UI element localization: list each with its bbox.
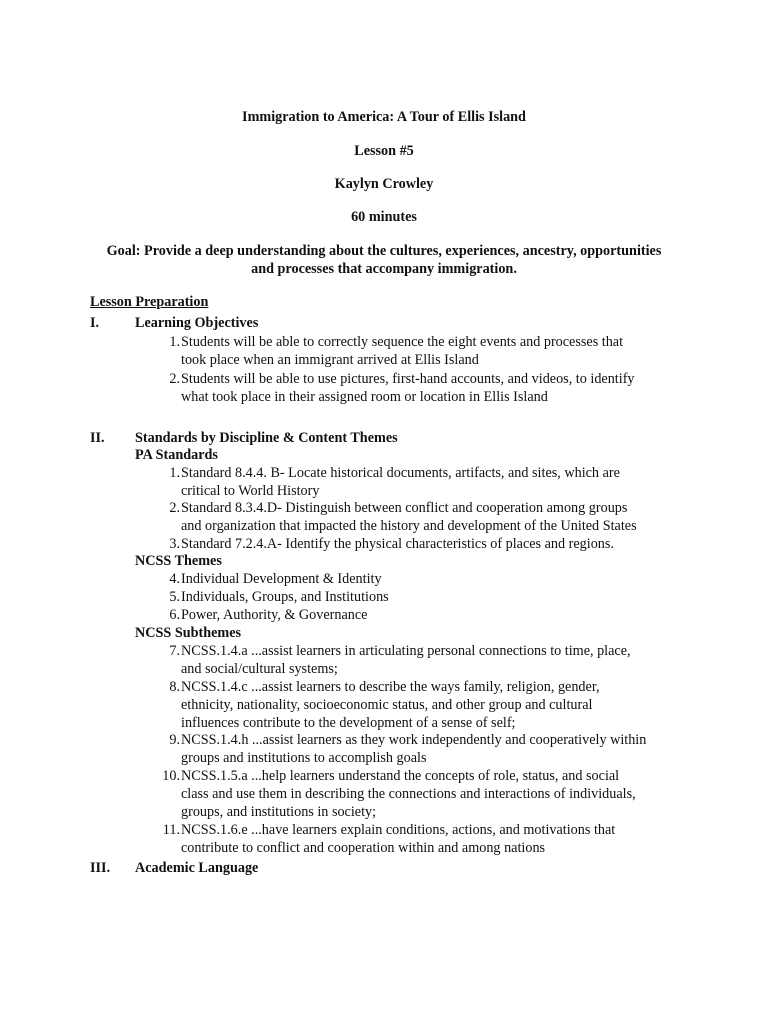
item-text xyxy=(181,767,686,821)
item-number: 5. xyxy=(169,589,180,605)
lesson-number: Lesson #5 xyxy=(354,143,414,159)
item-text xyxy=(181,606,686,624)
item-line: class and use them in describing the connections and interactions of individuals, xyxy=(181,786,636,802)
item-line: Students will be able to use pictures, first-hand accounts, and videos, to identify xyxy=(181,371,635,387)
item-line: Individuals, Groups, and Institutions xyxy=(181,589,389,605)
item-number: 3. xyxy=(169,536,180,552)
document-title: Immigration to America: A Tour of Ellis Island xyxy=(242,109,526,125)
item-text xyxy=(181,333,686,369)
item-number: 4. xyxy=(169,571,180,587)
lesson-goal: Goal: Provide a deep understanding about the cultures, experiences, ancestry, opportunities and processes that accompany immigration. xyxy=(106,243,662,277)
author-name: Kaylyn Crowley xyxy=(334,176,434,192)
item-text xyxy=(181,535,686,553)
item-text xyxy=(181,370,686,406)
item-line: influences contribute to the development of a sense of self; xyxy=(181,715,516,731)
item-line: Students will be able to correctly sequence the eight events and processes that xyxy=(181,334,624,350)
section-numeral: II. xyxy=(90,430,105,446)
section-title: Academic Language xyxy=(135,860,259,876)
item-line: took place when an immigrant arrived at Ellis Island xyxy=(181,352,479,368)
item-line: NCSS.1.4.h ...assist learners as they work independently and cooperatively within xyxy=(181,732,647,748)
item-text xyxy=(181,570,686,588)
item-number: 6. xyxy=(169,607,180,623)
section-title: Learning Objectives xyxy=(135,315,259,331)
item-text xyxy=(181,642,686,678)
item-line: NCSS.1.6.e ...have learners explain conditions, actions, and motivations that xyxy=(181,822,616,838)
subsection-title: NCSS Themes xyxy=(135,553,222,569)
item-line: ethnicity, nationality, socioeconomic status, and other group and cultural xyxy=(181,697,593,713)
item-number: 8. xyxy=(169,679,180,695)
subsection-title: NCSS Subthemes xyxy=(135,625,242,641)
item-line: contribute to conflict and cooperation within and among nations xyxy=(181,840,546,856)
item-number: 2. xyxy=(169,500,180,516)
item-line: Standard 8.4.4. B- Locate historical documents, artifacts, and sites, which are xyxy=(181,465,620,481)
item-number: 9. xyxy=(169,732,180,748)
item-number: 2. xyxy=(169,371,180,387)
item-number: 11. xyxy=(162,822,180,838)
item-text xyxy=(181,588,686,606)
item-line: and organization that impacted the history and development of the United States xyxy=(181,518,637,534)
item-line: groups, and institutions in society; xyxy=(181,804,377,820)
item-line: Standard 7.2.4.A- Identify the physical characteristics of places and regions. xyxy=(181,536,614,552)
item-text xyxy=(181,821,686,857)
section-numeral: III. xyxy=(90,860,111,876)
item-line: what took place in their assigned room or location in Ellis Island xyxy=(181,389,548,405)
item-text xyxy=(181,731,686,767)
item-number: 7. xyxy=(169,643,180,659)
item-number: 1. xyxy=(169,334,180,350)
item-number: 1. xyxy=(169,465,180,481)
lesson-prep-heading: Lesson Preparation xyxy=(90,294,209,310)
item-line: Standard 8.3.4.D- Distinguish between conflict and cooperation among groups xyxy=(181,500,628,516)
item-line: NCSS.1.5.a ...help learners understand the concepts of role, status, and social xyxy=(181,768,620,784)
item-line: critical to World History xyxy=(181,483,320,499)
section-title: Standards by Discipline & Content Themes xyxy=(135,430,398,446)
lesson-duration: 60 minutes xyxy=(351,209,417,225)
item-line: and social/cultural systems; xyxy=(181,661,338,677)
item-line: NCSS.1.4.a ...assist learners in articulating personal connections to time, place, xyxy=(181,643,631,659)
item-text xyxy=(181,499,686,535)
item-text xyxy=(181,464,686,500)
item-line: Power, Authority, & Governance xyxy=(181,607,368,623)
subsection-title: PA Standards xyxy=(135,447,218,463)
item-line: Individual Development & Identity xyxy=(181,571,382,587)
item-line: groups and institutions to accomplish goals xyxy=(181,750,427,766)
section-numeral: I. xyxy=(90,315,100,331)
item-text xyxy=(181,678,686,732)
item-line: NCSS.1.4.c ...assist learners to describe the ways family, religion, gender, xyxy=(181,679,600,695)
item-number: 10. xyxy=(162,768,180,784)
